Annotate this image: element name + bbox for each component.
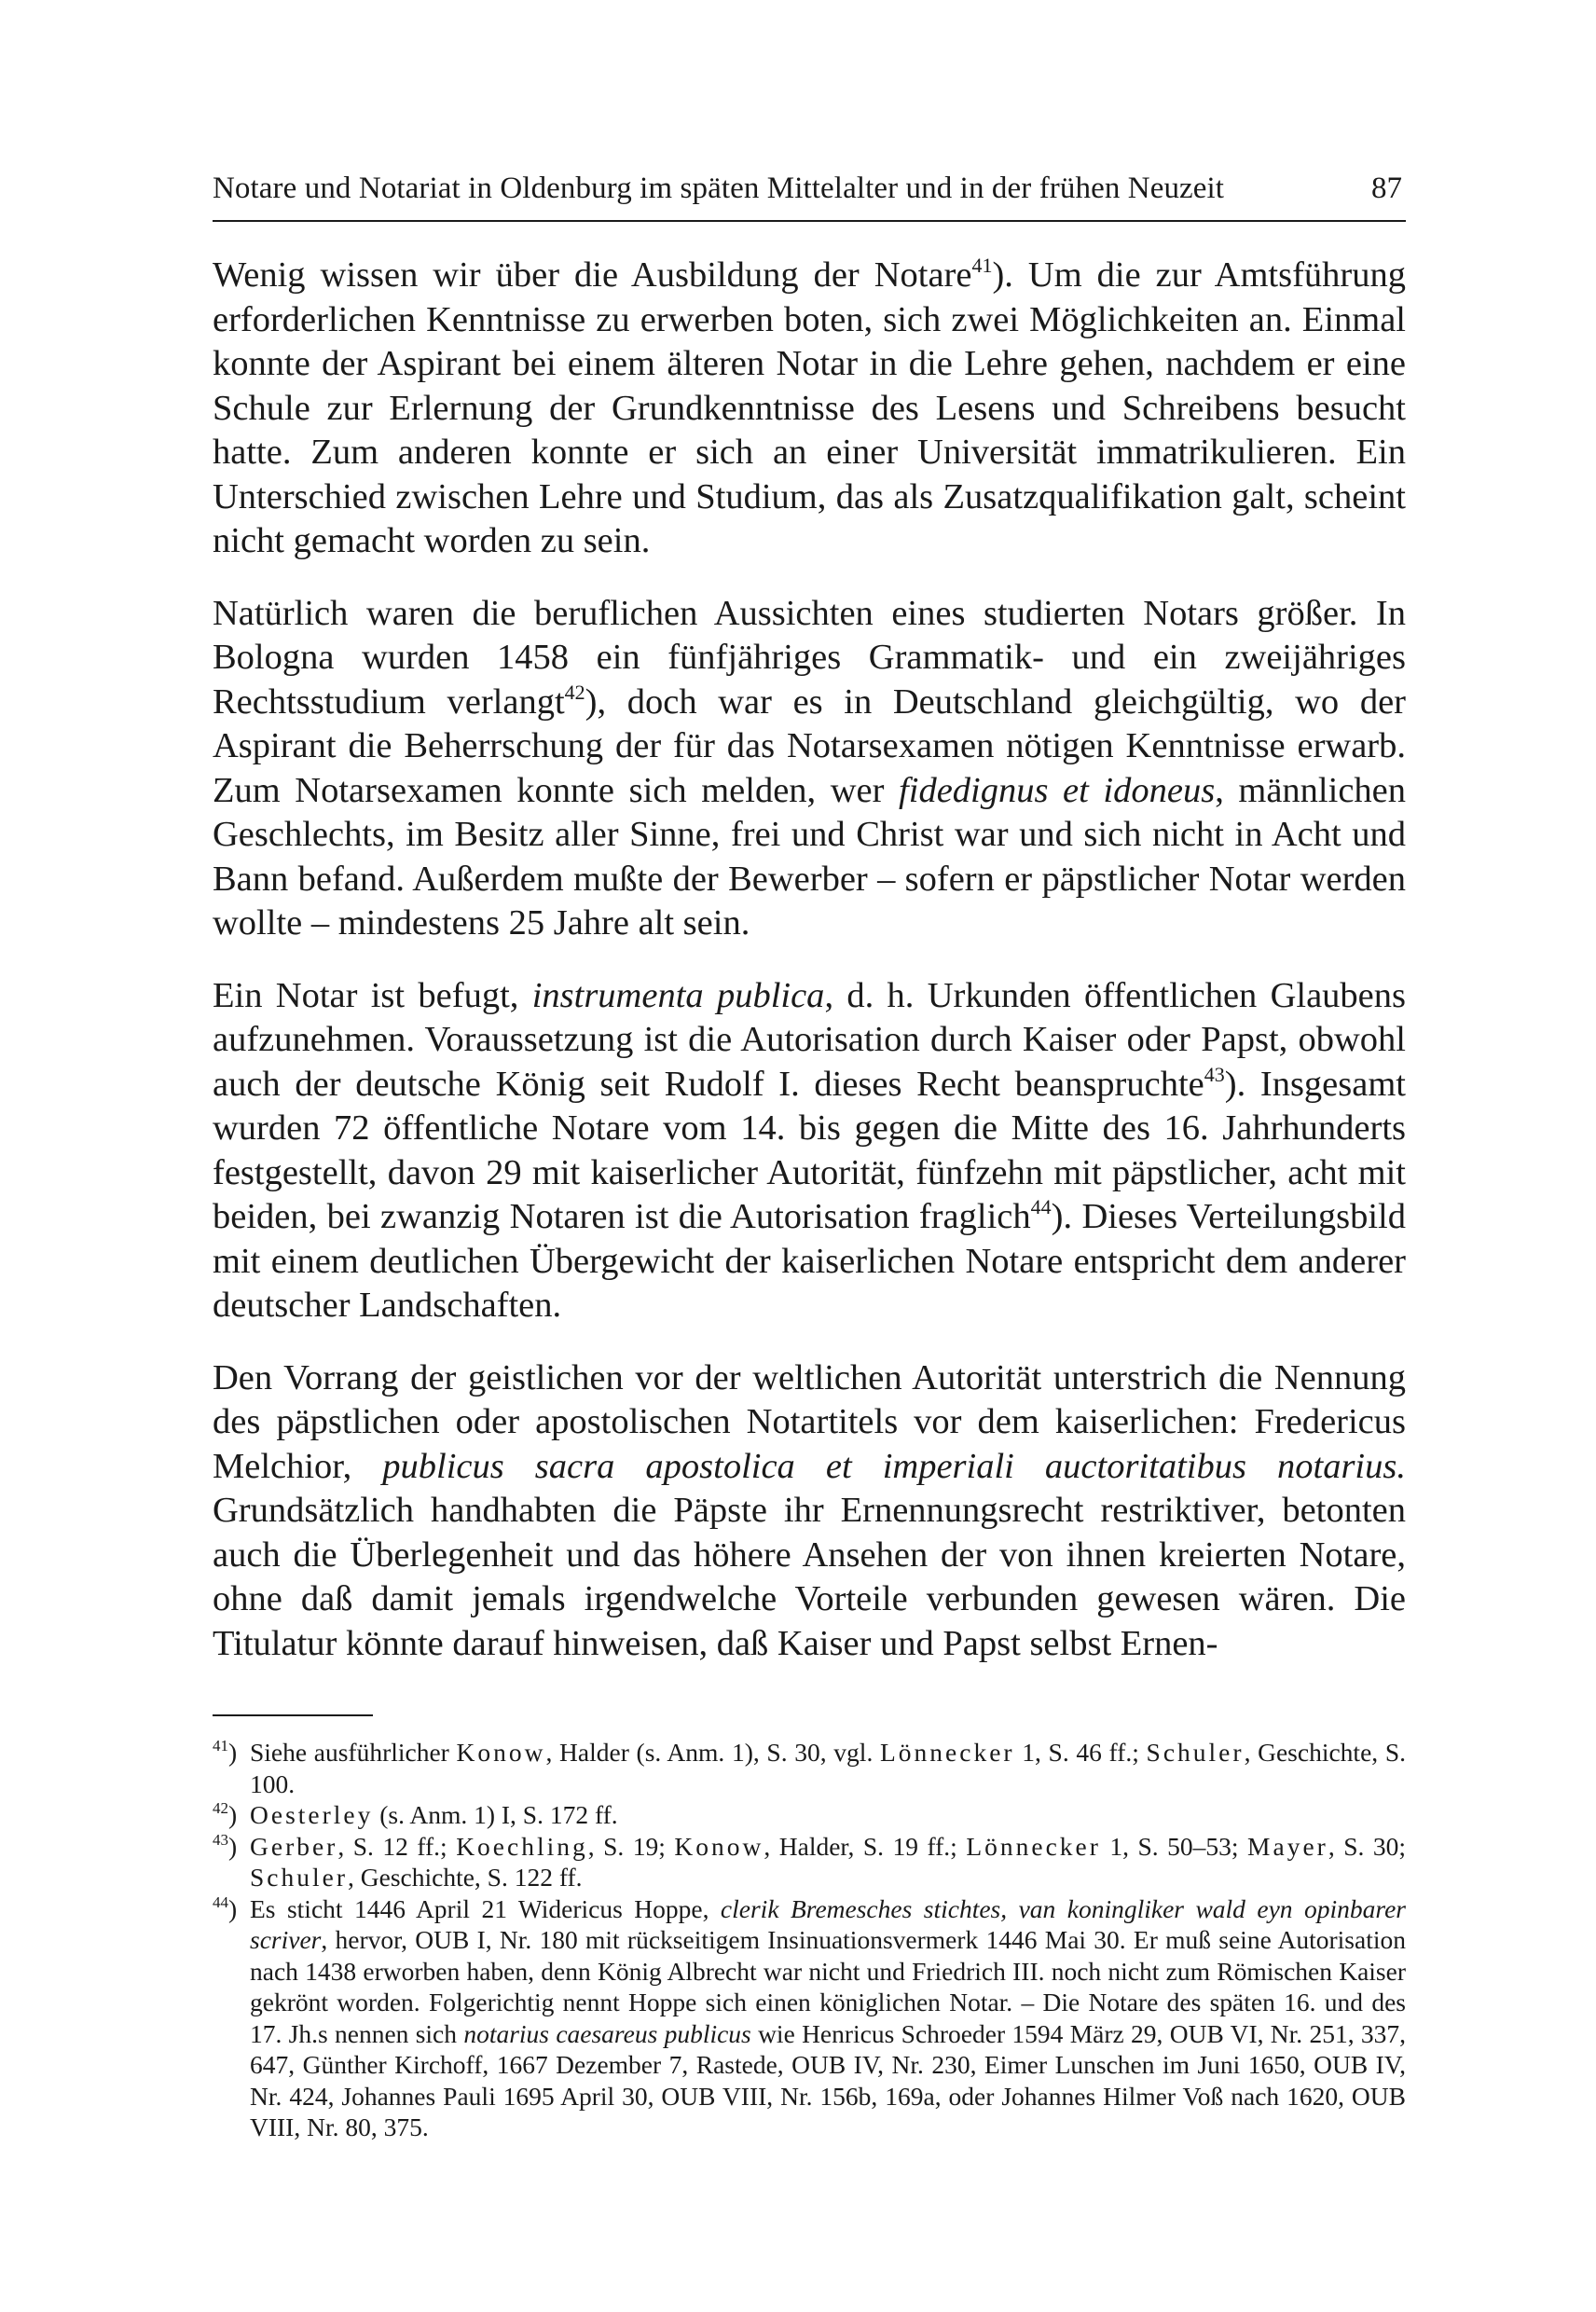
footnote-text — [250, 1831, 1406, 1893]
text-run: , S. 19; — [587, 1831, 675, 1861]
text-run: , S. 12 ff.; — [337, 1831, 457, 1861]
text-run: , Halder, S. 19 ff.; — [764, 1831, 967, 1861]
main-text — [213, 254, 1406, 1666]
paragraph-3 — [213, 974, 1406, 1328]
paragraph-2 — [213, 592, 1406, 946]
text-run: 1, S. 50–53; — [1100, 1831, 1248, 1861]
text-run: Natürlich waren die beruflichen Aussichten eines studierten Notars größer. In Bologna wurden 1458 ein fünfjähriges Grammatik- und ein zweijähriges Rechtsstudium verlangt — [213, 593, 1406, 722]
text-run: ). Dieses Verteilungsbild mit einem deutlichen Übergewicht der kaiserlichen Notare entspricht dem anderer deutscher Landschaften. — [213, 1197, 1407, 1325]
text-run: , Halder (s. Anm. 1), S. 30, vgl. — [545, 1738, 880, 1767]
footnote-44 — [213, 1893, 1406, 2143]
footnote-number: 43 — [213, 1830, 228, 1849]
text-run: , d. h. Urkunden öffentlichen Glaubens aufzunehmen. Voraussetzung ist die Autorisation durch Kaiser oder Papst, obwohl auch der deutsche König seit Rudolf I. dieses Recht beanspruchte — [213, 975, 1406, 1104]
author-name: Schuler — [1146, 1738, 1245, 1767]
author-name: Gerber — [250, 1831, 338, 1861]
footnote-43 — [213, 1831, 1406, 1893]
footnote-number: 42 — [213, 1799, 228, 1817]
text-run: (s. Anm. 1) I, S. 172 ff. — [373, 1800, 618, 1829]
footnote-ref-43[interactable]: 43 — [1204, 1062, 1225, 1086]
latin-phrase: notarius caesareus publicus — [463, 2018, 751, 2048]
text-run: wie Henricus Schroeder 1594 März 29, OUB VI, Nr. 251, 337, 647, Günther Kirchoff, 1667 Dezember 7, Rastede, OUB IV, Nr. 230, Eimer Lunschen im Juni 1650, OUB IV, Nr. 424, Johannes Pauli 1695 April 30, OUB VIII, Nr. 156b, 169a, oder Johannes Hilmer Voß nach 1620, OUB VIII, Nr. 80, 375. — [250, 2018, 1407, 2141]
text-run: , Geschichte, S. 100. — [250, 1738, 1406, 1798]
text-run: , hervor, OUB I, Nr. 180 mit rückseitigem Insinuationsvermerk 1446 Mai 30. Er muß seine Autorisation nach 1438 erworben haben, denn König Albrecht war nicht und Friedrich III. noch nicht zum Römischen Kaiser gekrönt worden. Folgerichtig nennt Hoppe sich einen königlichen Notar. – Die Notare des späten 16. und des 17. Jh.s nennen sich — [250, 1925, 1406, 2048]
footnote-ref-42[interactable]: 42 — [564, 680, 585, 704]
footnote-ref-44[interactable]: 44 — [1030, 1195, 1052, 1218]
book-page — [213, 168, 1406, 2143]
text-run: ). Um die zur Amtsführung erforderlichen Kenntnisse zu erwerben boten, sich zwei Möglichkeiten an. Einmal konnte der Aspirant bei einem älteren Notar in die Lehre gehen, nachdem er eine Schule zur Erlernung der Grundkenntnisse des Lesens und Schreibens besucht hatte. Zum anderen konnte er sich an einer Universität immatrikulieren. Ein Unterschied zwischen Lehre und Studium, das als Zusatzqualifikation galt, scheint nicht gemacht worden zu sein. — [213, 255, 1406, 560]
text-run: ). Insgesamt wurden 72 öffentliche Notare vom 14. bis gegen die Mitte des 16. Jahrhunderts festgestellt, davon 29 mit kaiserlicher Autorität, fünfzehn mit päpstlicher, acht mit beiden, bei zwanzig Notaren ist die Autorisation fraglich — [213, 1064, 1406, 1236]
quoted-phrase: clerik Bremesches stichtes, van koningliker wald eyn opinbarer scriver — [250, 1893, 1406, 1954]
text-run: Es sticht 1446 April 21 Widericus Hoppe, — [250, 1893, 721, 1923]
author-name: Konow — [674, 1831, 764, 1861]
footnote-separator — [213, 1714, 373, 1716]
footnote-41 — [213, 1737, 1406, 1799]
text-run: Den Vorrang der geistlichen vor der weltlichen Autorität unterstrich die Nennung des päpstlichen oder apostolischen Notartitels vor dem kaiserlichen: Fredericus Melchior, — [213, 1357, 1406, 1486]
author-name: Mayer — [1247, 1831, 1328, 1861]
footnote-number: 41 — [213, 1737, 228, 1755]
footnote-mark: $^{42}$) — [213, 1799, 238, 1829]
latin-phrase: publicus sacra apostolica et imperiali auctoritatibus notarius. — [382, 1446, 1406, 1486]
text-run: 1, S. 46 ff.; — [1014, 1738, 1147, 1767]
author-name: Lönnecker — [879, 1738, 1015, 1767]
author-name: Schuler — [250, 1863, 349, 1892]
footnote-ref-41[interactable]: 41 — [971, 254, 993, 277]
text-run: , S. 30; — [1328, 1831, 1406, 1861]
author-name: Lönnecker — [966, 1831, 1101, 1861]
running-head — [213, 168, 1406, 222]
paragraph-1 — [213, 254, 1406, 564]
text-run: Siehe ausführlicher — [250, 1738, 457, 1767]
footnote-mark: $^{44}$) — [213, 1892, 238, 1923]
footnote-mark: $^{43}$) — [213, 1830, 238, 1861]
footnote-number: 44 — [213, 1892, 228, 1911]
text-run: Ein Notar ist befugt, — [213, 975, 532, 1015]
text-run: , männlichen Geschlechts, im Besitz aller Sinne, frei und Christ war und sich nicht in Acht und Bann befand. Außerdem mußte der Bewerber – sofern er päpstlicher Notar werden wollte – mindestens 25 Jahre alt sein. — [213, 770, 1407, 943]
text-run: Grundsätzlich handhabten die Päpste ihr Ernennungsrecht restriktiver, betonten auch die Überlegenheit und das höhere Ansehen der von ihnen kreierten Notare, ohne daß damit jemals irgendwelche Vorteile verbunden gewesen wären. Die Titulatur könnte darauf hinweisen, daß Kaiser und Papst selbst Ernen- — [213, 1491, 1406, 1663]
footnote-text — [250, 1737, 1406, 1799]
text-run: ), doch war es in Deutschland gleichgültig, wo der Aspirant die Beherrschung der für das Notarsexamen nötigen Kenntnisse erwarb. Zum Notarsexamen konnte sich melden, wer — [213, 681, 1406, 810]
text-run: Wenig wissen wir über die Ausbildung der Notare — [213, 255, 972, 295]
author-name: Oesterley — [250, 1800, 374, 1829]
footnote-text — [250, 1799, 1406, 1831]
running-head-title: Notare und Notariat in Oldenburg im späten Mittelalter und in der frühen Neuzeit — [213, 172, 1225, 205]
footnotes — [213, 1737, 1406, 2143]
text-run: , Geschichte, S. 122 ff. — [348, 1863, 583, 1892]
latin-phrase: fidedignus et idoneus — [899, 770, 1216, 810]
author-name: Konow — [456, 1738, 546, 1767]
latin-phrase: instrumenta publica — [531, 975, 825, 1015]
footnote-mark: $^{41}$) — [213, 1737, 238, 1767]
footnote-text — [250, 1893, 1406, 2143]
footnote-42 — [213, 1799, 1406, 1831]
paragraph-4 — [213, 1356, 1406, 1667]
page-number: 87 — [1371, 172, 1402, 205]
author-name: Koechling — [456, 1831, 588, 1861]
